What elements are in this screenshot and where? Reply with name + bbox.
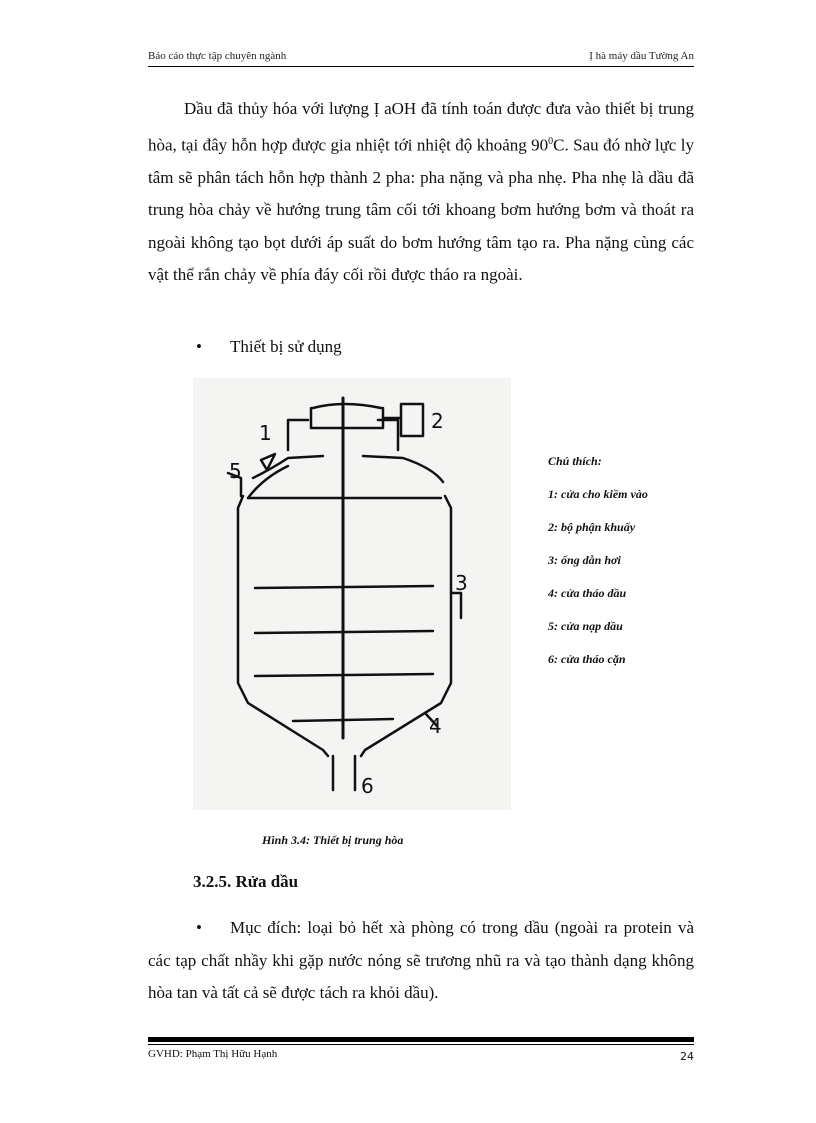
section-bullet-paragraph	[148, 912, 694, 1010]
footer-rule	[148, 1037, 694, 1042]
paddle-1	[255, 586, 433, 588]
intro-text-before: Dầu đã thủy hóa với lượng Ị aOH đã tính toán được đưa vào thiết bị trung hòa, tại đây hỗn hợp được gia nhiệt tới nhiệt độ khoảng 90	[148, 99, 694, 155]
bullet-equipment-text: Thiết bị sử dụng	[230, 337, 342, 356]
intro-text-after: C. Sau đó nhờ lực ly tâm sẽ phân tách hỗn hợp thành 2 pha: pha nặng và pha nhẹ. Pha nhẹ là dầu đã trung hòa chảy về hướng trung tâm cối tới khoang bơm hướng bơm và thoát ra ngoài không tạo bọt dưới áp suất do bơm hướng tâm tạo ra. Pha nặng cùng các vật thể rắn chảy về phía đáy cối rồi được tháo ra ngoài.	[148, 135, 694, 285]
legend-item: 5: cửa nạp dầu	[548, 619, 623, 633]
intro-superscript: 0	[548, 135, 554, 147]
section-bullet-text: Mục đích: loại bỏ hết xà phòng có trong dầu (ngoài ra protein và các tạp chất nhầy khi gặp nước nóng sẽ trương nhũ ra và tạo thành dạng không hòa tan và tất cả sẽ được tách ra khỏi dầu).	[148, 918, 694, 1002]
paddle-2	[255, 631, 433, 633]
vessel-left-wall	[238, 496, 328, 756]
figure-legend	[548, 451, 648, 682]
steam-pipe	[451, 593, 461, 618]
legend-item: 4: cửa tháo dầu	[548, 586, 627, 600]
diagram-label-4: 4	[429, 714, 442, 738]
bullet-icon: •	[196, 337, 202, 356]
legend-item: 3: ống dẫn hơi	[548, 553, 621, 567]
legend-title: Chú thích:	[548, 454, 602, 468]
legend-item: 6: cửa tháo cặn	[548, 652, 626, 666]
header-company: Ị hà máy dầu Tường An	[589, 50, 694, 62]
footer-advisor: GVHD: Phạm Thị Hữu Hạnh	[148, 1048, 278, 1060]
neutralizer-diagram-svg	[193, 378, 511, 810]
bullet-icon: •	[196, 918, 202, 937]
header-report-title: Báo cáo thực tập chuyên ngành	[148, 50, 287, 62]
header-rule	[148, 66, 694, 67]
page-number: 24	[680, 1050, 694, 1063]
diagram-label-5: 5	[229, 459, 242, 483]
bottom-outlet	[333, 756, 355, 790]
diagram-label-6: 6	[361, 774, 374, 798]
intro-paragraph	[148, 93, 694, 292]
legend-item: 2: bộ phận khuấy	[548, 520, 636, 534]
figure-caption: Hình 3.4: Thiết bị trung hòa	[262, 833, 404, 847]
diagram-label-2: 2	[431, 409, 444, 433]
section-heading: 3.2.5. Rửa dầu	[193, 872, 299, 891]
stirrer-motor	[401, 404, 423, 436]
paddle-4	[293, 719, 393, 721]
legend-item: 1: cửa cho kiềm vào	[548, 487, 648, 501]
diagram-label-1: 1	[259, 421, 272, 445]
neutralizer-diagram	[193, 378, 511, 810]
motor-housing	[311, 404, 383, 428]
diagram-label-3: 3	[455, 571, 468, 595]
footer-rule-thin	[148, 1044, 694, 1045]
paddle-3	[255, 674, 433, 676]
